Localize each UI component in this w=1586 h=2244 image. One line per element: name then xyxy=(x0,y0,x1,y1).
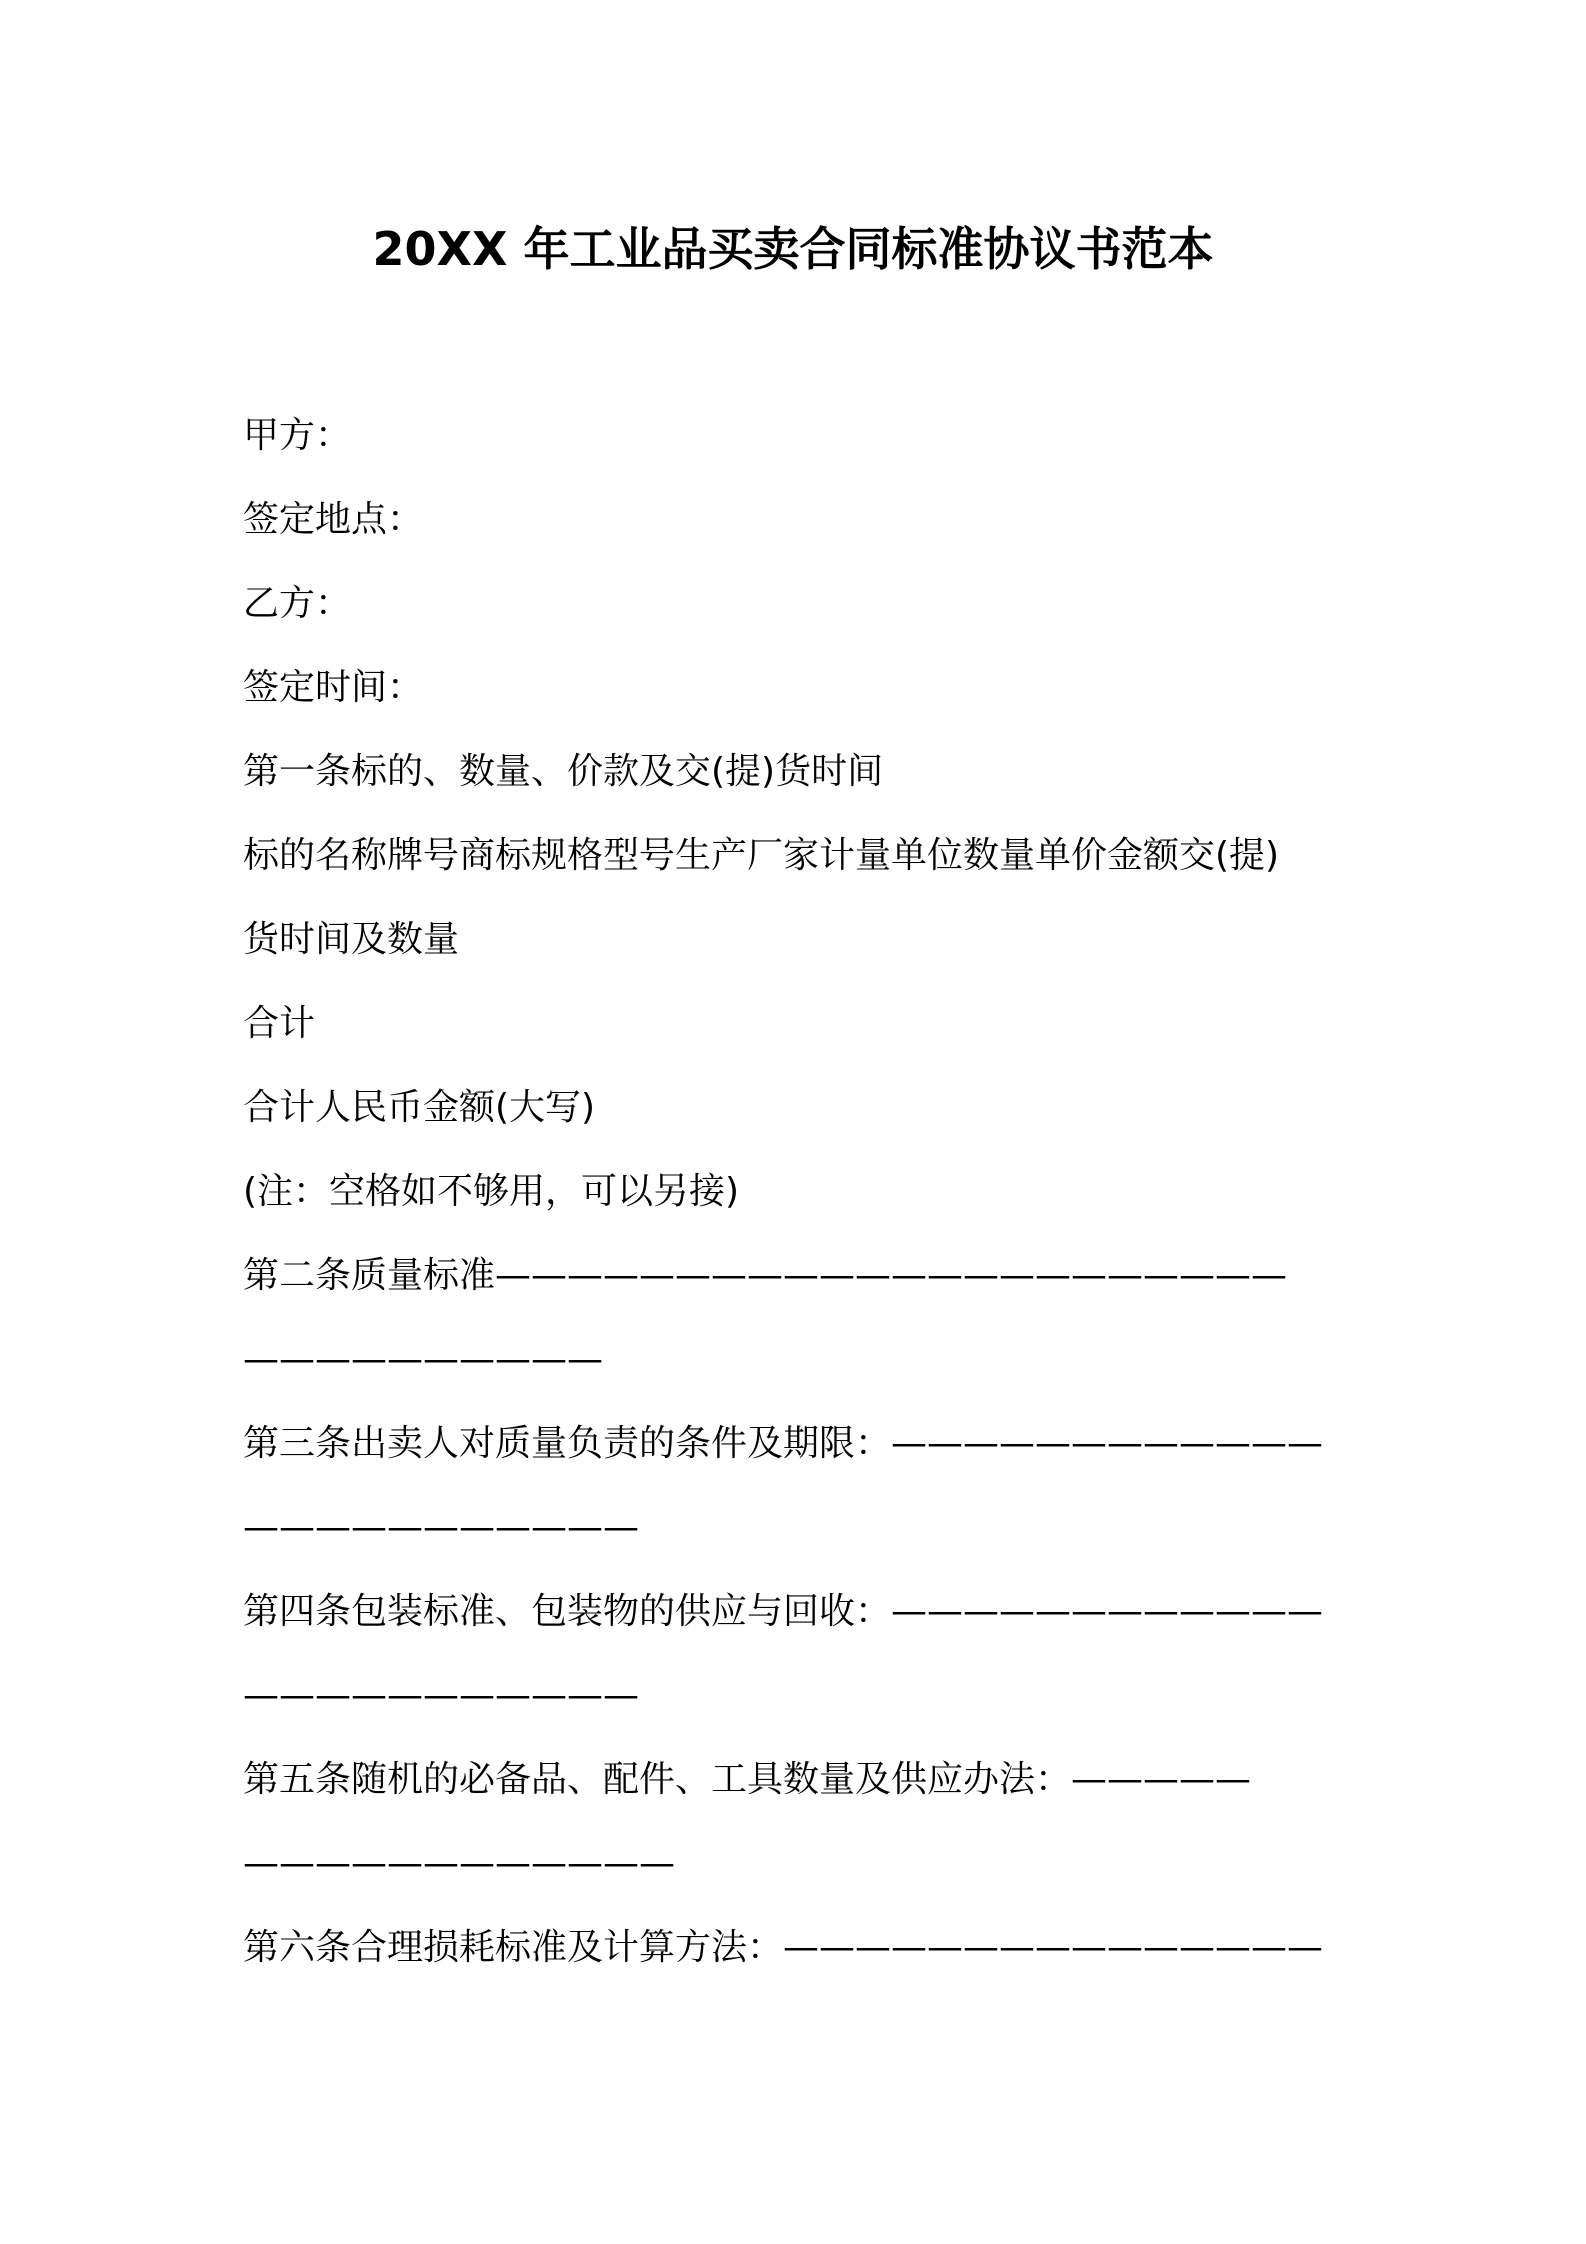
article-6-line: 第六条合理损耗标准及计算方法：——————————————— xyxy=(243,1927,1324,1968)
article-2-line: 第二条质量标准—————————————————————— xyxy=(243,1255,1288,1296)
article-5-line: 第五条随机的必备品、配件、工具数量及供应办法：————— xyxy=(243,1759,1252,1800)
signing-place-line: 签定地点： xyxy=(243,499,424,540)
party-b-line: 乙方： xyxy=(243,583,352,624)
note-line: (注：空格如不够用，可以另接) xyxy=(243,1171,740,1212)
article-5-continuation: ———————————— xyxy=(243,1843,675,1884)
signing-time-line: 签定时间： xyxy=(243,667,424,708)
total-rmb-line: 合计人民币金额(大写) xyxy=(243,1087,596,1128)
total-line: 合计 xyxy=(243,1003,316,1044)
party-a-line: 甲方： xyxy=(243,415,352,456)
document-body xyxy=(243,407,1353,2003)
article-4-line: 第四条包装标准、包装物的供应与回收：———————————— xyxy=(243,1591,1324,1632)
article-4-continuation: ——————————— xyxy=(243,1675,639,1716)
goods-columns-line-2: 货时间及数量 xyxy=(243,919,460,960)
article-3-continuation: ——————————— xyxy=(243,1507,639,1548)
article-2-continuation: —————————— xyxy=(243,1339,603,1380)
document-title: 20XX 年工业品买卖合同标准协议书范本 xyxy=(372,222,1214,276)
goods-columns-line-1: 标的名称牌号商标规格型号生产厂家计量单位数量单价金额交(提) xyxy=(243,835,1280,876)
article-1-heading: 第一条标的、数量、价款及交(提)货时间 xyxy=(243,751,884,792)
article-3-line: 第三条出卖人对质量负责的条件及期限：———————————— xyxy=(243,1423,1324,1464)
